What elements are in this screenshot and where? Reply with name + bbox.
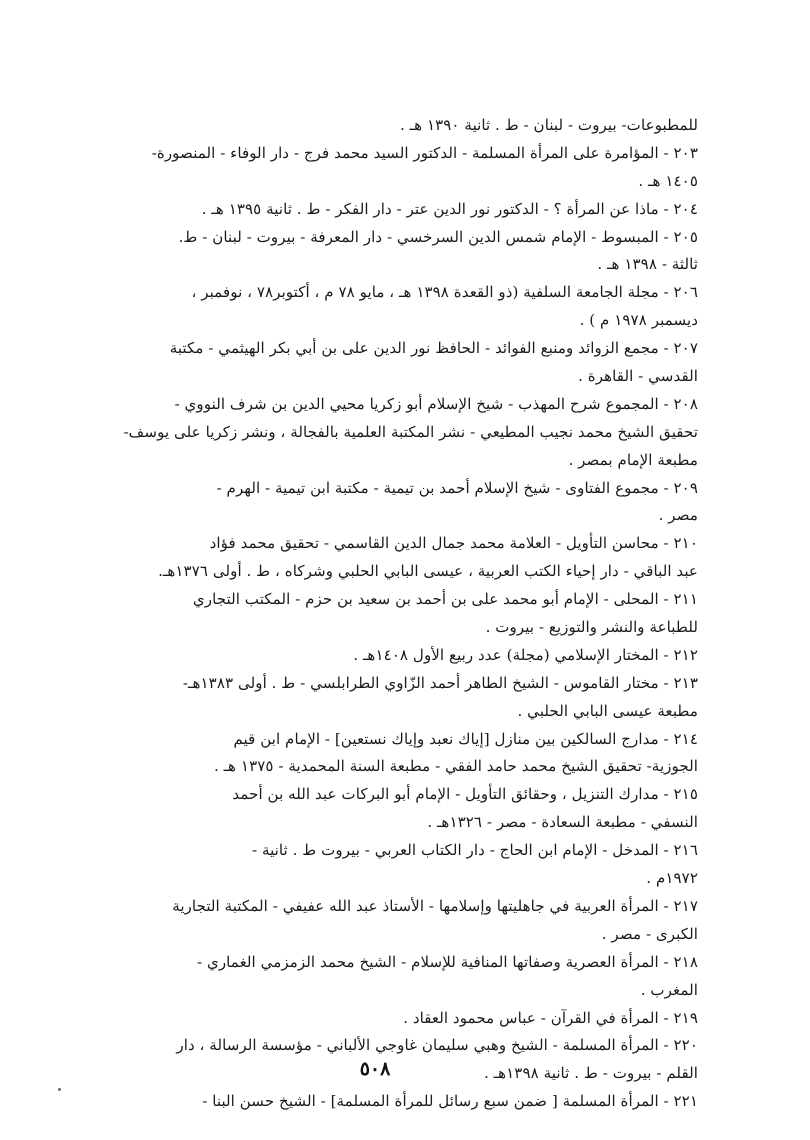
bibliography-line: ٢٠٤ - ماذا عن المرأة ؟ - الدكتور نور الدين عتر - دار الفكر - ط . ثانية ١٣٩٥ هـ . [201, 199, 698, 218]
bibliography-line: الكبرى - مصر . [601, 924, 698, 943]
bibliography-line: ٢١٧ - المرأة العربية في جاهليتها وإسلامها - الأستاذ عبد الله عفيفي - المكتبة التجارية [172, 896, 698, 915]
bibliography-line: ٢٠٥ - المبسوط - الإمام شمس الدين السرخسي - دار المعرفة - بيروت - لبنان - ط. [178, 227, 698, 246]
bibliography-line: ٢٢٠ - المرأة المسلمة - الشيخ وهبي سليمان غاوجي الألباني - مؤسسة الرسالة ، دار [176, 1036, 698, 1055]
bibliography-line: ٢٠٦ - مجلة الجامعة السلفية (ذو القعدة ١٣٩٨ هـ ، مايو ٧٨ م ، أكتوبر٧٨ ، نوفمبر ، [191, 283, 698, 302]
bibliography-line: ٢١٦ - المدخل - الإمام ابن الحاج - دار الكتاب العربي - بيروت ط . ثانية - [251, 841, 698, 860]
bibliography-line: القلم - بيروت - ط . ثانية ١٣٩٨هـ . [484, 1064, 698, 1083]
bibliography-line: ١٩٧٢م . [646, 869, 698, 888]
bibliography-line: ١٤٠٥ هـ . [638, 171, 698, 190]
bibliography-line: ديسمبر ١٩٧٨ م ) . [579, 311, 698, 330]
bibliography-line: ٢١٢ - المختار الإسلامي (مجلة) عدد ربيع الأول ١٤٠٨هـ . [353, 645, 698, 664]
bibliography-line: ٢١٤ - مدارج السالكين بين منازل [إياك نعبد وإياك نستعين] - الإمام ابن قيم [233, 729, 698, 748]
bibliography-line: تحقيق الشيخ محمد نجيب المطيعي - نشر المكتبة العلمية بالفجالة ، ونشر زكريا على يوسف- [123, 422, 698, 441]
bibliography-line: ٢٠٩ - مجموع الفتاوى - شيخ الإسلام أحمد بن تيمية - مكتبة ابن تيمية - الهرم - [216, 478, 698, 497]
bibliography-line: النسفي - مطبعة السعادة - مصر - ١٣٢٦هـ . [427, 813, 698, 832]
bibliography-line: ٢٠٧ - مجمع الزوائد ومنبع الفوائد - الحافظ نور الدين على بن أبي بكر الهيثمي - مكتبة [169, 339, 698, 358]
bibliography-line: مصر . [658, 506, 698, 525]
bibliography-line: للطباعة والنشر والتوزيع - بيروت . [485, 618, 698, 637]
bibliography-line: عبد الباقي - دار إحياء الكتب العربية ، عيسى البابي الحلبي وشركاه ، ط . أولى ١٣٧٦هـ. [158, 562, 698, 581]
bibliography-line: ٢١١ - المحلى - الإمام أبو محمد على بن أحمد بن سعيد بن حزم - المكتب التجاري [192, 590, 698, 609]
bibliography-line: ٢١٠ - محاسن التأويل - العلامة محمد جمال الدين القاسمي - تحقيق محمد فؤاد [209, 534, 698, 553]
bibliography-line: مطبعة الإمام بمصر . [568, 450, 698, 469]
bibliography-line: القدسي - القاهرة . [578, 367, 698, 386]
bibliography-line: ٢١٨ - المرأة العصرية وصفاتها المنافية للإسلام - الشيخ محمد الزمزمي الغماري - [197, 952, 698, 971]
bibliography-line: ٢٠٨ - المجموع شرح المهذب - شيخ الإسلام أبو زكريا محيي الدين بن شرف النووي - [174, 394, 698, 413]
bibliography-list [70, 112, 698, 1116]
bibliography-line: مطبعة عيسى البابي الحلبي . [517, 701, 698, 720]
bibliography-line: المغرب . [640, 980, 698, 999]
bibliography-line: ٢١٩ - المرأة في القرآن - عباس محمود العقاد . [403, 1008, 698, 1027]
bibliography-line: ٢١٣ - مختار القاموس - الشيخ الطاهر أحمد الزّاوي الطرابلسي - ط . أولى ١٣٨٣هـ- [182, 673, 698, 692]
bibliography-line: الجوزية- تحقيق الشيخ محمد حامد الفقي - مطبعة السنة المحمدية - ١٣٧٥ هـ . [213, 757, 698, 776]
bibliography-line: للمطبوعات- بيروت - لبنان - ط . ثانية ١٣٩٠ هـ . [400, 116, 698, 134]
page-number: ٥٠٨ [359, 1058, 391, 1080]
bibliography-line: ٢١٥ - مدارك التنزيل ، وحقائق التأويل - الإمام أبو البركات عبد الله بن أحمد [232, 785, 698, 804]
bibliography-line: ٢٢١ - المرأة المسلمة [ ضمن سبع رسائل للمرأة المسلمة] - الشيخ حسن البنا - [202, 1092, 698, 1111]
bibliography-line: ٢٠٣ - المؤامرة على المرأة المسلمة - الدكتور السيد محمد فرج - دار الوفاء - المنصورة- [151, 143, 698, 162]
bibliography-line: ثالثة - ١٣٩٨ هـ . [597, 255, 698, 274]
scan-speck [58, 1088, 61, 1091]
